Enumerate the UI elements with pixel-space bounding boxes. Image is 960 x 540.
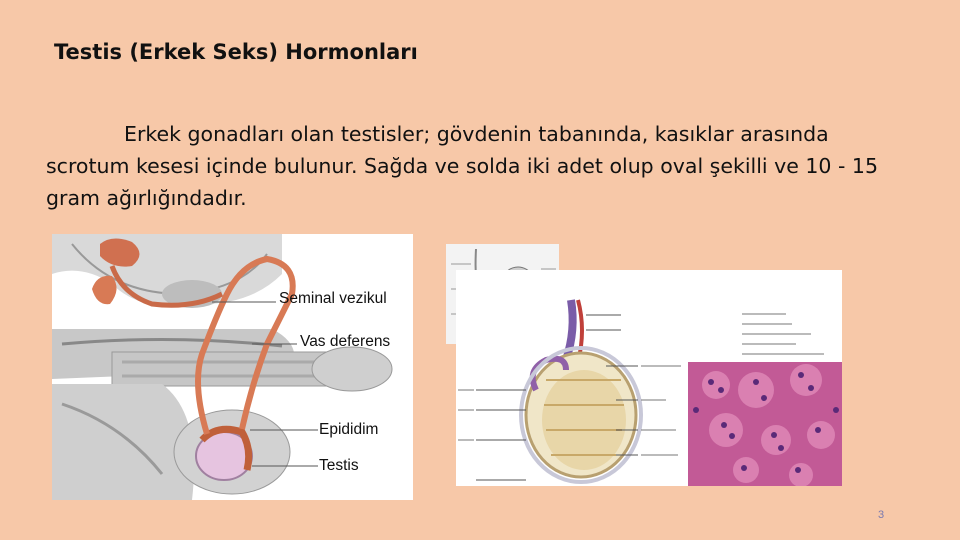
slide-body-text	[46, 118, 918, 214]
label-testis: Testis	[319, 457, 359, 474]
label-seminal-vesicle: Seminal vezikul	[279, 290, 387, 307]
page-number: 3	[878, 509, 885, 521]
male-reproductive-illustration	[52, 234, 413, 500]
histology-drawing	[456, 270, 842, 486]
body-paragraph: Erkek gonadları olan testisler; gövdenin tabanında, kasıklar arasında scrotum kesesi içinde bulunur. Sağda ve solda iki adet olup oval şekilli ve 10 - 15 gram ağırlığındadır.	[46, 122, 878, 210]
label-epididymis: Epididim	[319, 421, 379, 438]
testis-histology-figure	[456, 270, 842, 486]
slide-title: Testis (Erkek Seks) Hormonları	[54, 40, 418, 64]
label-vas-deferens: Vas deferens	[300, 333, 391, 350]
